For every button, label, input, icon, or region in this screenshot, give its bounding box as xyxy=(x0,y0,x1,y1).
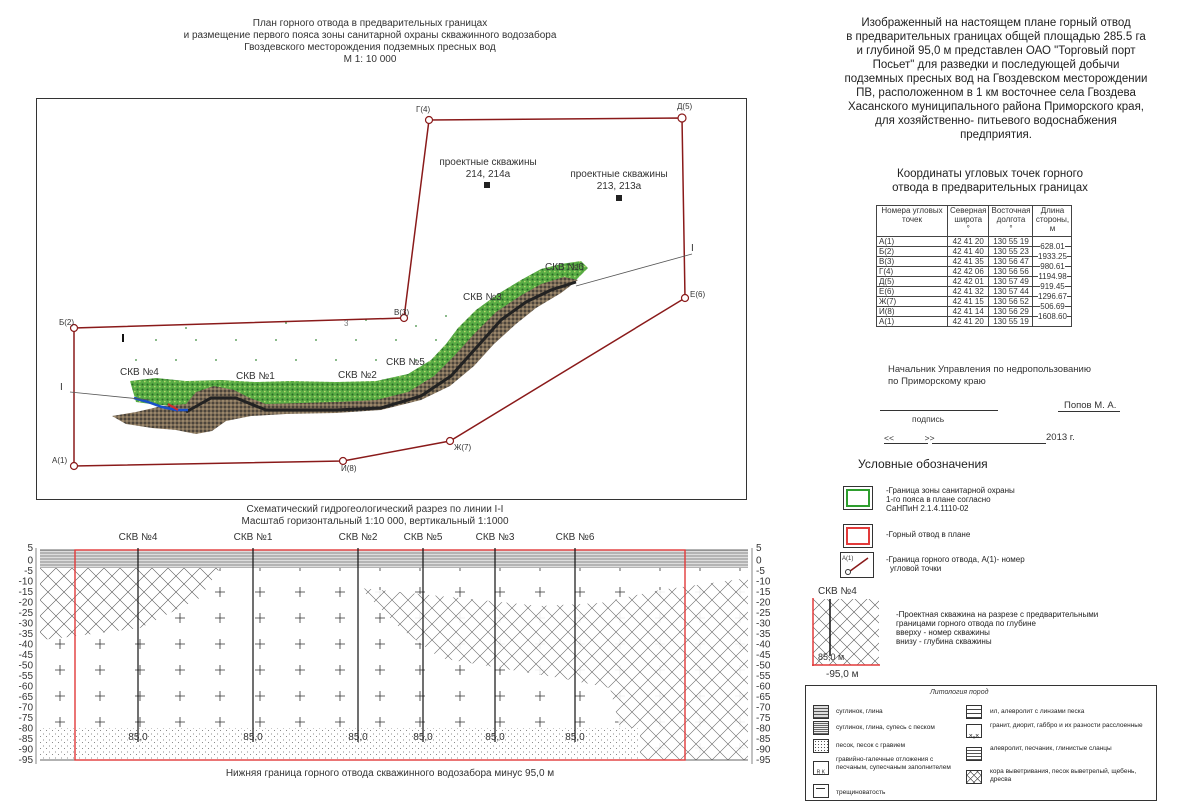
signature-name: Попов М. А. xyxy=(1064,400,1117,411)
depth-scale-label: -30 xyxy=(18,618,33,630)
depth-scale-label: -45 xyxy=(756,650,771,661)
section-well-label: СКВ №6 xyxy=(555,532,595,543)
coords-table xyxy=(876,205,1072,327)
side-length: 628.01 xyxy=(1040,242,1065,251)
coords-length-cell xyxy=(1033,257,1072,271)
depth-scale-label: -45 xyxy=(18,650,33,661)
coords-cell: 42 42 06 xyxy=(948,267,989,277)
side-length: 1933.25 xyxy=(1038,252,1067,261)
depth-scale-label: -5 xyxy=(24,566,33,577)
corner-label: Ж(7) xyxy=(454,443,472,452)
plan-well-label: СКВ №6 xyxy=(545,262,584,273)
coords-row xyxy=(877,257,1072,267)
project-wells-label: проектные скважины xyxy=(439,157,537,168)
depth-scale-label: 0 xyxy=(27,555,33,567)
corner-point-marker xyxy=(71,463,78,470)
lithology-title: Литология пород xyxy=(930,689,989,696)
coords-cell: Ж(7) xyxy=(877,297,948,307)
coords-row xyxy=(877,297,1072,307)
depth-scale-label: -10 xyxy=(756,576,771,588)
description-line: для хозяйственно- питьевого водоснабжения xyxy=(875,115,1117,127)
project-wells-label: проектные скважины xyxy=(570,169,668,180)
depth-scale-label: -75 xyxy=(756,713,771,724)
section-well-label: СКВ №3 xyxy=(475,532,515,543)
lithology-swatch-granite xyxy=(966,724,982,738)
plan-title-line: План горного отвода в предварительных границах xyxy=(252,18,488,29)
depth-scale-label: -5 xyxy=(756,566,765,577)
lithology-swatch-loam xyxy=(813,705,829,719)
coords-cell: 130 57 49 xyxy=(989,277,1033,287)
section-well-label: СКВ №4 xyxy=(118,532,158,543)
depth-scale-label: -80 xyxy=(18,723,33,735)
description-line: Посьет" для разведки и последующей добычи xyxy=(872,59,1120,71)
boundary-point-sample-label: А(1) xyxy=(842,556,854,562)
side-length: 919.45 xyxy=(1040,282,1065,291)
depth-scale-label: 5 xyxy=(756,543,762,554)
fracture-glyph xyxy=(816,788,825,789)
lithology-item: алевролит, песчаник, глинистые сланцы xyxy=(990,745,1112,752)
depth-scale-label: -80 xyxy=(756,723,771,735)
coords-row xyxy=(877,287,1072,297)
depth-scale-label: 0 xyxy=(756,555,762,567)
plan-well-label: СКВ №1 xyxy=(236,371,275,382)
description-line: и глубиной 95,0 м представлен ОАО "Торговый порт xyxy=(856,45,1136,57)
depth-scale-label: -25 xyxy=(18,608,33,619)
description-line: ПВ, расположенном в 1 км восточнее села Гвоздева xyxy=(856,87,1136,99)
depth-scale-label: -20 xyxy=(756,597,771,609)
coords-header: Северная широта ° xyxy=(948,206,989,237)
coords-cell: А(1) xyxy=(877,317,948,327)
geologic-section xyxy=(0,528,790,768)
corner-point-marker xyxy=(447,438,454,445)
lithology-item: кора выветривания, песок выветрелый, щебень, дресва xyxy=(990,768,1137,783)
signature-underline xyxy=(880,410,998,411)
depth-scale-label: -20 xyxy=(18,597,33,609)
depth-scale-label: -15 xyxy=(18,587,33,598)
lithology-item: трещиноватость xyxy=(836,789,886,796)
side-length: 1608.60 xyxy=(1038,312,1067,321)
depth-scale-label: -30 xyxy=(756,618,771,630)
description-line: подземных пресных вод на Гвоздевском месторождении xyxy=(844,73,1148,85)
coords-cell: В(3) xyxy=(877,257,948,267)
depth-scale-label: -65 xyxy=(756,692,771,703)
depth-scale-label: -25 xyxy=(756,608,771,619)
corner-label: Е(6) xyxy=(690,290,706,299)
legend-text-line: внизу - глубина скважины xyxy=(896,637,992,646)
coords-row xyxy=(877,307,1072,317)
depth-scale-label: -95 xyxy=(756,755,771,766)
description xyxy=(826,16,1166,142)
mining-boundary-swatch xyxy=(846,527,870,545)
depth-scale-label: -50 xyxy=(18,660,33,672)
depth-scale-label: -70 xyxy=(756,702,771,714)
corner-label: А(1) xyxy=(52,456,68,465)
corner-label: Г(4) xyxy=(416,105,431,114)
lithology-item: гранит, диорит, габбро и их разности расслоенные xyxy=(990,722,1143,729)
gravel-glyph: ᴿ.ᴷ xyxy=(816,770,826,777)
corner-label: Б(2) xyxy=(59,318,75,327)
side-length: 980.61 xyxy=(1040,262,1065,271)
coords-cell: 42 41 14 xyxy=(948,307,989,317)
project-wells-numbers: 213, 213а xyxy=(596,181,642,192)
section-line-label: I xyxy=(60,382,63,393)
coords-cell: 130 56 52 xyxy=(989,297,1033,307)
coords-cell: 130 56 29 xyxy=(989,307,1033,317)
section-well-label: СКВ №1 xyxy=(233,532,273,543)
lithology-item: суглинок, глина, супесь с песком xyxy=(836,724,935,731)
plan-well-label: СКВ №4 xyxy=(120,367,159,378)
coords-cell: 130 56 56 xyxy=(989,267,1033,277)
legend-text-line: угловой точки xyxy=(890,564,942,573)
plan-title xyxy=(160,18,580,66)
degree-mark: ° xyxy=(966,224,970,233)
corner-point-marker xyxy=(678,114,686,122)
depth-scale-label: -10 xyxy=(18,576,33,588)
coords-cell: А(1) xyxy=(877,237,948,247)
corner-point-marker xyxy=(426,117,433,124)
degree-mark: ° xyxy=(1009,224,1013,233)
project-well-marker xyxy=(616,195,622,201)
lithology-item: песок, песок с гравием xyxy=(836,742,906,749)
lithology-swatch-weathering xyxy=(966,770,982,784)
lithology-swatch-silt xyxy=(966,705,982,719)
coords-row xyxy=(877,277,1072,287)
description-line: Хасанского муниципального района Приморского края, xyxy=(848,101,1144,113)
coords-length-cell xyxy=(1033,267,1072,281)
legend-boundary-text xyxy=(886,555,1025,573)
coords-cell: 130 57 44 xyxy=(989,287,1033,297)
coords-header: Восточная долгота ° xyxy=(989,206,1033,237)
plan-scale: М 1: 10 000 xyxy=(343,54,397,65)
section-well-depth: 85,0 xyxy=(485,732,505,743)
plan-title-line: Гвоздевского месторождения подземных пресных вод xyxy=(244,42,496,53)
coords-row xyxy=(877,247,1072,257)
coords-cell: Е(6) xyxy=(877,287,948,297)
coords-cell: 42 41 35 xyxy=(948,257,989,267)
section-well-label: СКВ №2 xyxy=(338,532,378,543)
depth-scale-label: -60 xyxy=(756,681,771,693)
lithology-swatch-gravel xyxy=(813,761,829,775)
coords-cell: 130 55 19 xyxy=(989,237,1033,247)
coords-cell: Б(2) xyxy=(877,247,948,257)
legend-well-text xyxy=(896,610,1098,646)
legend-text-line: -Граница зоны санитарной охраны xyxy=(886,486,1015,495)
legend-text-line: вверху - номер скважины xyxy=(896,628,990,637)
signature-caption: подпись xyxy=(912,414,945,424)
plan-title-line: и размещение первого пояса зоны санитарной охраны скважинного водозабора xyxy=(183,30,557,41)
depth-scale-label: -40 xyxy=(18,639,33,651)
coords-table-wrap xyxy=(876,205,1072,327)
depth-scale-label: -60 xyxy=(18,681,33,693)
depth-scale-label: 5 xyxy=(27,543,33,554)
side-length: 1194.98 xyxy=(1038,272,1067,281)
well-example-icon xyxy=(812,598,882,668)
description-line: Изображенный на настоящем плане горный отвод xyxy=(861,17,1131,29)
coords-cell: 42 41 32 xyxy=(948,287,989,297)
coords-cell: 42 41 40 xyxy=(948,247,989,257)
legend-well-example-depth: -95,0 м xyxy=(826,669,859,680)
coords-header: Номера угловых точек xyxy=(877,206,948,237)
coords-cell: 130 55 23 xyxy=(989,247,1033,257)
depth-scale-label: -15 xyxy=(756,587,771,598)
plan-frame xyxy=(37,99,747,500)
corner-label: И(8) xyxy=(341,464,357,473)
coords-length-cell xyxy=(1033,287,1072,301)
signature-head-line: Начальник Управления по недропользованию xyxy=(888,364,1091,375)
depth-scale-label: -40 xyxy=(756,639,771,651)
depth-scale-label: -50 xyxy=(756,660,771,672)
plan-well-label: СКВ №5 xyxy=(386,357,425,368)
signature-year: 2013 г. xyxy=(1046,432,1075,443)
coords-cell: 42 41 15 xyxy=(948,297,989,307)
corner-label: Д(5) xyxy=(677,102,693,111)
plan-well-label: СКВ №3 xyxy=(463,292,502,303)
legend-mining-text: -Горный отвод в плане xyxy=(886,530,971,539)
depth-scale-label: -65 xyxy=(18,692,33,703)
section-bottom-note: Нижняя граница горного отвода скважинного водозабора минус 95,0 м xyxy=(225,768,555,779)
coords-length-cell xyxy=(1033,297,1072,311)
coords-length-cell xyxy=(1033,247,1072,261)
legend-title: Условные обозначения xyxy=(858,457,988,471)
misc-label: 3 xyxy=(344,319,349,328)
coords-title-line: отвода в предварительных границах xyxy=(892,182,1088,194)
section-well-depth: 85,0 xyxy=(243,732,263,743)
coords-row xyxy=(877,237,1072,247)
signature-head xyxy=(888,364,1091,388)
survey-marker xyxy=(122,334,124,342)
section-well-depth: 85,0 xyxy=(348,732,368,743)
depth-scale-label: -90 xyxy=(18,744,33,756)
lithology-item: суглинок, глина xyxy=(836,708,883,715)
plan-map xyxy=(36,98,747,500)
depth-scale-label: -35 xyxy=(756,629,771,640)
coords-length-cell xyxy=(1033,237,1072,251)
date-underline xyxy=(932,443,1046,444)
section-title-line: Схематический гидрогеологический разрез по линии I-I xyxy=(246,504,504,515)
coords-length-cell xyxy=(1033,277,1072,291)
depth-scale-label: -70 xyxy=(18,702,33,714)
coords-cell: 42 42 01 xyxy=(948,277,989,287)
legend-well-example-name: СКВ №4 xyxy=(818,586,857,597)
coords-cell: Д(5) xyxy=(877,277,948,287)
coords-cell: Г(4) xyxy=(877,267,948,277)
side-length: 506.69 xyxy=(1040,302,1065,311)
well-example-depth: 85,0 м xyxy=(818,652,845,662)
coords-length-cell xyxy=(1033,307,1072,321)
lithology-item: гравийно-галечные отложения с песчаным, супесчаным заполнителем xyxy=(836,756,951,771)
lithology-swatch-fracture xyxy=(813,784,829,798)
project-well-marker xyxy=(484,182,490,188)
signature-head-line: по Приморскому краю xyxy=(888,376,986,387)
sanitary-zone-swatch xyxy=(846,489,870,507)
depth-scale-label: -85 xyxy=(18,734,33,745)
date-underline xyxy=(884,443,928,444)
coords-length-cell xyxy=(1033,317,1072,327)
coords-row xyxy=(877,317,1072,327)
legend-text-line: СаНПиН 2.1.4.1110-02 xyxy=(886,504,969,513)
coords-cell: 130 56 47 xyxy=(989,257,1033,267)
signature-date-quotes: << >> xyxy=(884,433,935,443)
coords-title xyxy=(850,167,1130,195)
section-well-depth: 85,0 xyxy=(413,732,433,743)
section-well-label: СКВ №5 xyxy=(403,532,443,543)
legend-text-line: границами горного отвода по глубине xyxy=(896,619,1036,628)
corner-label: В(3) xyxy=(394,308,410,317)
name-underline xyxy=(1058,411,1120,412)
coords-cell: 42 41 20 xyxy=(948,317,989,327)
coords-cell: 130 55 19 xyxy=(989,317,1033,327)
description-line: предприятия. xyxy=(960,129,1032,141)
depth-scale-label: -75 xyxy=(18,713,33,724)
section-title xyxy=(190,504,560,528)
lithology-swatch-loam-sand xyxy=(813,721,829,735)
depth-scale-label: -95 xyxy=(18,755,33,766)
lithology-swatch-siltstone xyxy=(966,747,982,761)
lithology-swatch-sand xyxy=(813,739,829,753)
corner-point-marker xyxy=(682,295,689,302)
section-well-depth: 85,0 xyxy=(565,732,585,743)
legend-text-line: -Граница горного отвода, А(1)- номер xyxy=(886,555,1025,564)
granite-glyph: ×ₓ× xyxy=(968,733,980,740)
section-well-depth: 85,0 xyxy=(128,732,148,743)
depth-scale-label: -90 xyxy=(756,744,771,756)
coords-row xyxy=(877,267,1072,277)
lithology-item: ил, алевролит с линзами песка xyxy=(990,708,1085,715)
depth-scale-label: -55 xyxy=(756,671,771,682)
depth-scale-label: -85 xyxy=(756,734,771,745)
depth-scale-label: -35 xyxy=(18,629,33,640)
boundary-point-icon xyxy=(840,552,874,578)
plan-well-label: СКВ №2 xyxy=(338,370,377,381)
description-line: в предварительных границах общей площадью 285.5 га xyxy=(846,31,1146,43)
coords-cell: И(8) xyxy=(877,307,948,317)
legend-sanitary-text xyxy=(886,486,1015,513)
side-length: 1296.67 xyxy=(1038,292,1067,301)
depth-scale-label: -55 xyxy=(18,671,33,682)
coords-title-line: Координаты угловых точек горного xyxy=(897,168,1083,180)
section-title-line: Масштаб горизонтальный 1:10 000, вертикальный 1:1000 xyxy=(241,516,509,527)
coords-cell: 42 41 20 xyxy=(948,237,989,247)
project-wells-numbers: 214, 214а xyxy=(465,169,511,180)
coords-header: Длина стороны, м xyxy=(1033,206,1072,237)
legend-text-line: -Проектная скважина на разрезе с предварительными xyxy=(896,610,1099,619)
legend-text-line: 1-го пояса в плане согласно xyxy=(886,495,991,504)
section-line-label: I xyxy=(691,243,694,254)
